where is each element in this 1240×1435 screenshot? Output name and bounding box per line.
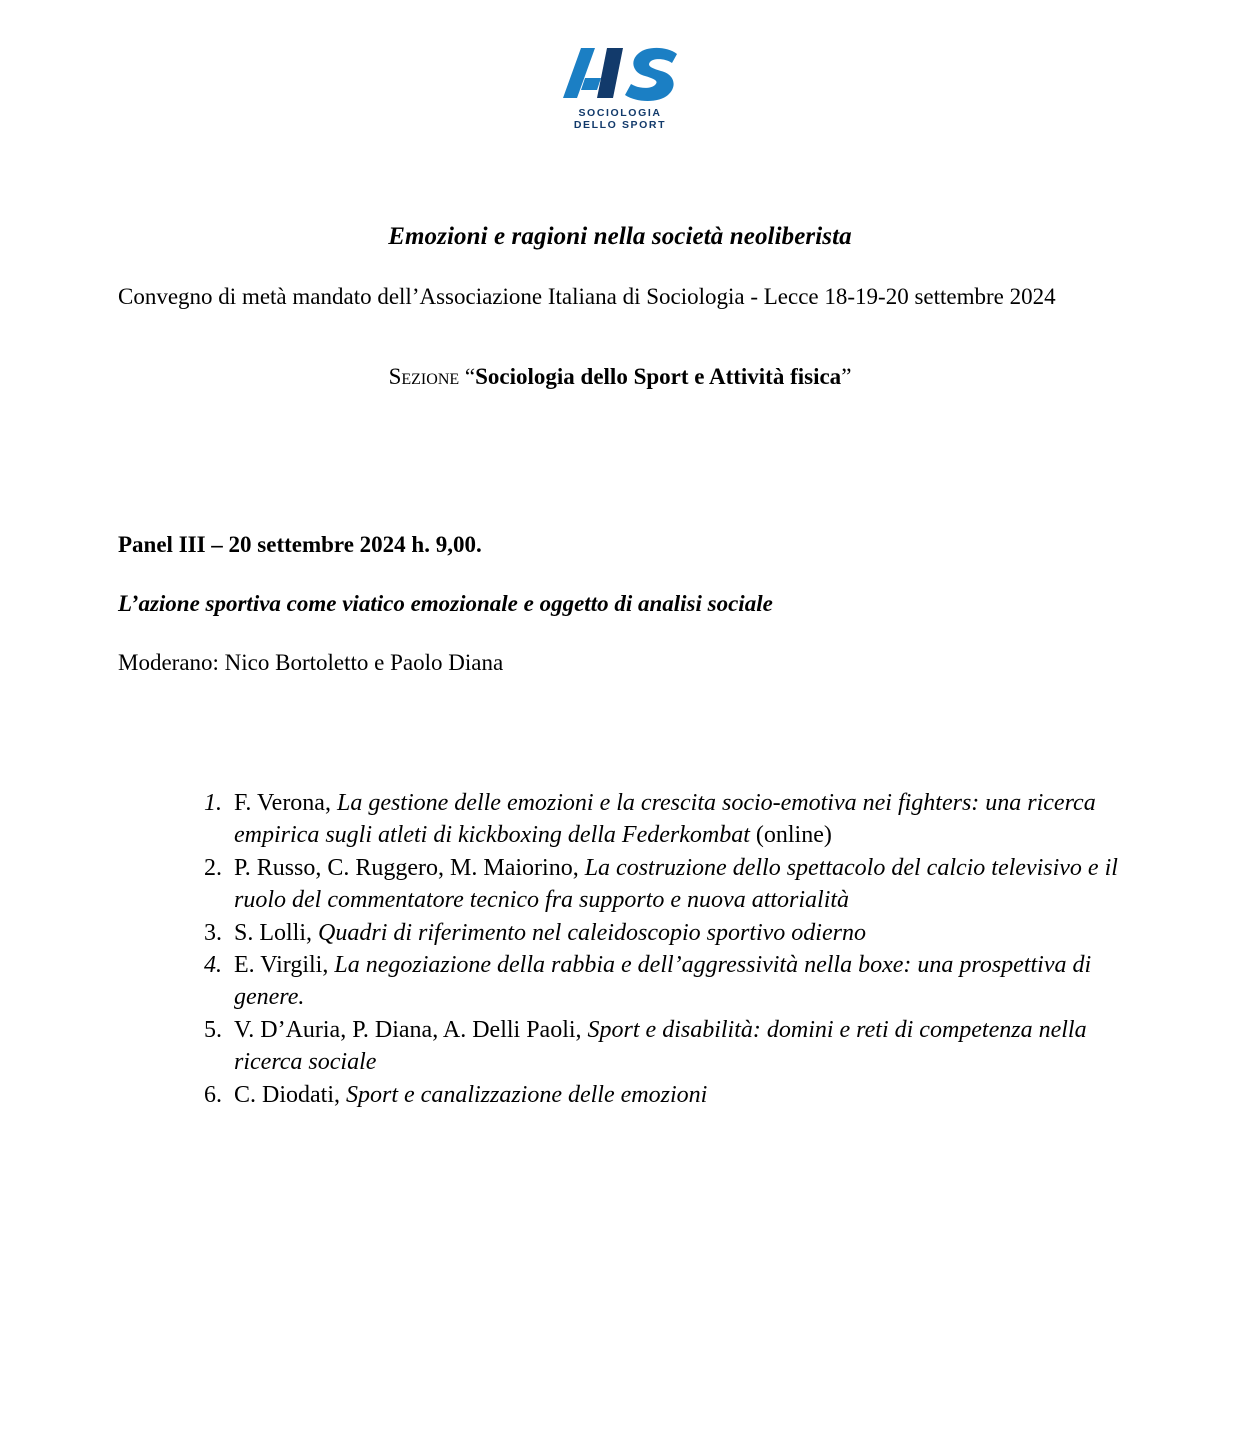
panel-title: Panel III – 20 settembre 2024 h. 9,00.: [118, 531, 482, 557]
list-item-note: (online): [749, 821, 832, 848]
section-open-quote: “: [464, 363, 476, 389]
list-item: [178, 853, 1122, 917]
list-item-number: 4.: [204, 952, 222, 979]
list-item-number: 5.: [204, 1017, 222, 1044]
list-item-authors: C. Diodati,: [234, 1082, 346, 1109]
list-item: [178, 1015, 1122, 1079]
section-label: Sezione: [388, 363, 465, 389]
talk-list: [118, 676, 1122, 1112]
list-item-title: Sport e disabilità: domini e reti di competenza nella ricerca sociale: [234, 1017, 1087, 1076]
list-item: [178, 1080, 1122, 1112]
list-item-number: 3.: [204, 919, 222, 946]
list-item-title: Quadri di riferimento nel caleidoscopio sportivo odierno: [318, 919, 866, 946]
section-close-quote: ”: [841, 363, 852, 389]
list-item-title: La costruzione dello spettacolo del calcio televisivo e il ruolo del commentatore tecnico fra supporto e nuova attorialità: [234, 854, 1118, 913]
list-item-authors: E. Virgili,: [234, 952, 335, 979]
list-item-title: La negoziazione della rabbia e dell’aggressività nella boxe: una prospettiva di genere.: [234, 952, 1092, 1011]
list-item-number: 6.: [204, 1082, 222, 1109]
list-item-authors: F. Verona,: [234, 789, 337, 816]
list-item-title: La gestione delle emozioni e la crescita socio-emotiva nei fighters: una ricerca empirica sugli atleti di kickboxing della Federkombat: [234, 789, 1096, 848]
page-title: Emozioni e ragioni nella società neoliberista: [388, 223, 852, 250]
list-item: [178, 950, 1122, 1014]
logo-tagline-line1: SOCIOLOGIA: [578, 107, 662, 119]
list-item-number: 1.: [204, 789, 222, 816]
logo-tagline-line2: DELLO SPORT: [573, 119, 667, 131]
list-item: [178, 918, 1122, 950]
panel-moderators: Moderano: Nico Bortoletto e Paolo Diana: [118, 649, 504, 675]
section-name: Sociologia dello Sport e Attività fisica: [475, 363, 842, 389]
list-item-authors: S. Lolli,: [234, 919, 319, 946]
list-item-title: Sport e canalizzazione delle emozioni: [346, 1082, 708, 1109]
conference-subtitle: Convegno di metà mandato dell’Associazione Italiana di Sociologia - Lecce 18-19-20 settembre 2024: [118, 284, 1056, 309]
list-item: [178, 788, 1122, 852]
ais-logo-icon: [555, 40, 685, 140]
section-line: [118, 312, 1122, 390]
ais-logo: [118, 0, 1122, 145]
list-item-authors: P. Russo, C. Ruggero, M. Maiorino,: [234, 854, 585, 881]
list-item-authors: V. D’Auria, P. Diana, A. Delli Paoli,: [234, 1017, 588, 1044]
list-item-number: 2.: [204, 854, 222, 881]
panel-subject: L’azione sportiva come viatico emozionale e oggetto di analisi sociale: [118, 590, 773, 616]
